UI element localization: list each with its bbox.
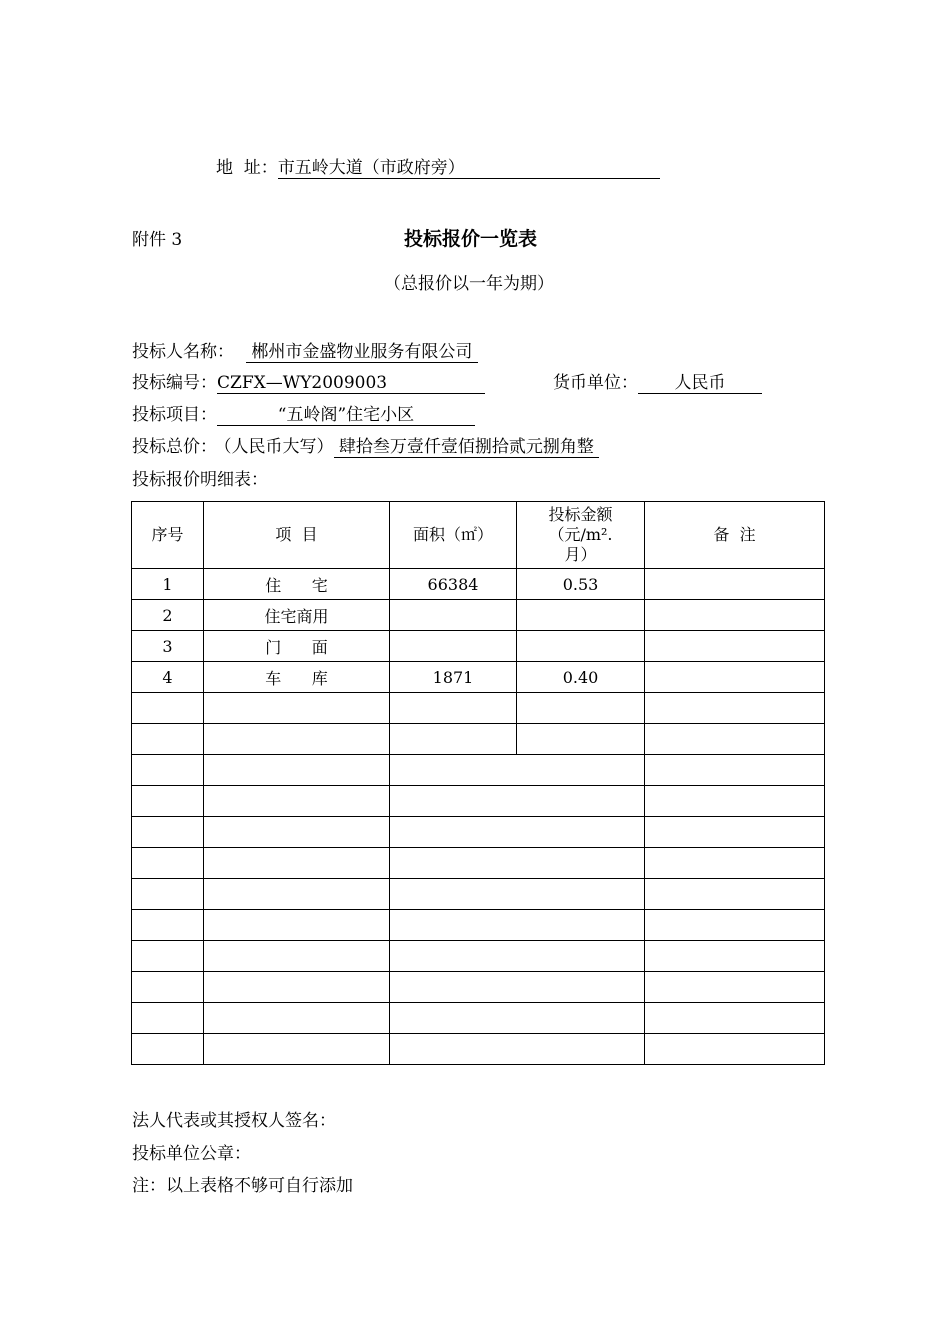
cell-empty-merged — [390, 786, 645, 817]
cell-empty — [204, 755, 390, 786]
cell-no: 4 — [132, 662, 204, 693]
project-label: 投标项目： — [132, 405, 217, 425]
cell-empty-merged — [390, 1034, 645, 1065]
cell-amount — [517, 600, 645, 631]
bid-number-label: 投标编号： — [132, 373, 217, 393]
cell-empty-merged — [390, 848, 645, 879]
table-row-empty — [132, 972, 825, 1003]
footer-note: 注：以上表格不够可自行添加 — [132, 1176, 353, 1196]
page-subtitle: （总报价以一年为期） — [384, 274, 554, 294]
seal-line: 投标单位公章： — [132, 1144, 251, 1164]
table-row — [132, 569, 825, 600]
currency-line — [553, 372, 762, 394]
cell-empty — [645, 972, 825, 1003]
cell-empty — [645, 941, 825, 972]
cell-empty — [645, 724, 825, 755]
cell-empty — [645, 693, 825, 724]
bid-number-line — [132, 372, 485, 394]
header-amount: 投标金额（元/m².月） — [517, 502, 645, 569]
cell-empty — [204, 941, 390, 972]
cell-area: 1871 — [390, 662, 517, 693]
cell-empty — [204, 1034, 390, 1065]
cell-remark — [645, 569, 825, 600]
table-header-row — [132, 502, 825, 569]
cell-remark — [645, 600, 825, 631]
cell-no: 1 — [132, 569, 204, 600]
cell-empty — [132, 910, 204, 941]
address-label: 地 址： — [216, 158, 278, 178]
cell-empty-merged — [390, 1003, 645, 1034]
table-row-empty — [132, 724, 825, 755]
cell-item: 门 面 — [204, 631, 390, 662]
cell-empty — [132, 693, 204, 724]
cell-empty — [132, 941, 204, 972]
table-row-empty — [132, 941, 825, 972]
cell-empty — [645, 786, 825, 817]
cell-empty-merged — [390, 755, 645, 786]
cell-area — [390, 600, 517, 631]
cell-empty — [132, 972, 204, 1003]
cell-empty — [132, 786, 204, 817]
cell-empty — [132, 817, 204, 848]
cell-item: 住 宅 — [204, 569, 390, 600]
cell-no: 2 — [132, 600, 204, 631]
cell-item: 住宅商用 — [204, 600, 390, 631]
table-row-empty — [132, 786, 825, 817]
table-row-empty — [132, 1003, 825, 1034]
cell-empty-merged — [390, 972, 645, 1003]
cell-empty — [204, 972, 390, 1003]
cell-empty — [132, 755, 204, 786]
table-row — [132, 631, 825, 662]
signature-line: 法人代表或其授权人签名： — [132, 1111, 336, 1131]
table-row-empty — [132, 817, 825, 848]
page-title: 投标报价一览表 — [404, 228, 538, 250]
table-row-empty — [132, 755, 825, 786]
cell-empty — [204, 1003, 390, 1034]
address-line — [216, 157, 660, 179]
cell-remark — [645, 631, 825, 662]
table-row-empty — [132, 1034, 825, 1065]
cell-area — [390, 631, 517, 662]
total-value: 肆拾叁万壹仟壹佰捌拾贰元捌角整 — [333, 437, 600, 457]
cell-empty — [204, 910, 390, 941]
cell-empty — [645, 848, 825, 879]
cell-empty — [645, 1034, 825, 1065]
total-line — [132, 436, 599, 458]
detail-label: 投标报价明细表： — [132, 470, 268, 490]
cell-empty — [645, 879, 825, 910]
cell-empty — [390, 724, 517, 755]
cell-empty — [517, 693, 645, 724]
cell-amount: 0.53 — [517, 569, 645, 600]
cell-no: 3 — [132, 631, 204, 662]
cell-empty — [645, 1003, 825, 1034]
header-item: 项 目 — [204, 502, 390, 569]
table-row — [132, 662, 825, 693]
total-label: 投标总价： — [132, 437, 217, 457]
attachment-label: 附件 3 — [132, 230, 183, 250]
cell-empty — [645, 817, 825, 848]
cell-empty-merged — [390, 941, 645, 972]
cell-amount: 0.40 — [517, 662, 645, 693]
cell-empty — [204, 879, 390, 910]
currency-value: 人民币 — [638, 373, 762, 394]
cell-item: 车 库 — [204, 662, 390, 693]
cell-empty — [132, 1003, 204, 1034]
cell-empty — [132, 724, 204, 755]
cell-empty — [390, 693, 517, 724]
header-no: 序号 — [132, 502, 204, 569]
cell-empty — [132, 848, 204, 879]
bidder-line — [132, 341, 478, 363]
cell-empty — [132, 879, 204, 910]
address-value: 市五岭大道（市政府旁） — [278, 158, 660, 179]
header-area: 面积（㎡） — [390, 502, 517, 569]
table-row — [132, 600, 825, 631]
project-line — [132, 404, 475, 426]
table-row-empty — [132, 879, 825, 910]
project-value: “五岭阁”住宅小区 — [217, 405, 475, 426]
total-note: （人民币大写） — [223, 437, 334, 457]
cell-remark — [645, 662, 825, 693]
table-row-empty — [132, 848, 825, 879]
cell-empty-merged — [390, 817, 645, 848]
cell-area: 66384 — [390, 569, 517, 600]
cell-empty — [132, 1034, 204, 1065]
cell-empty — [645, 755, 825, 786]
currency-label: 货币单位： — [553, 373, 638, 393]
cell-empty — [204, 693, 390, 724]
cell-empty — [517, 724, 645, 755]
bid-number-value: CZFX—WY2009003 — [217, 373, 485, 394]
cell-empty — [204, 786, 390, 817]
table-row-empty — [132, 693, 825, 724]
cell-empty-merged — [390, 879, 645, 910]
price-detail-table — [131, 501, 825, 1065]
header-remark: 备 注 — [645, 502, 825, 569]
table-row-empty — [132, 910, 825, 941]
cell-empty — [204, 848, 390, 879]
cell-amount — [517, 631, 645, 662]
cell-empty — [204, 817, 390, 848]
cell-empty — [204, 724, 390, 755]
bidder-value: 郴州市金盛物业服务有限公司 — [246, 342, 478, 362]
cell-empty-merged — [390, 910, 645, 941]
bidder-label: 投标人名称： — [132, 342, 234, 362]
cell-empty — [645, 910, 825, 941]
